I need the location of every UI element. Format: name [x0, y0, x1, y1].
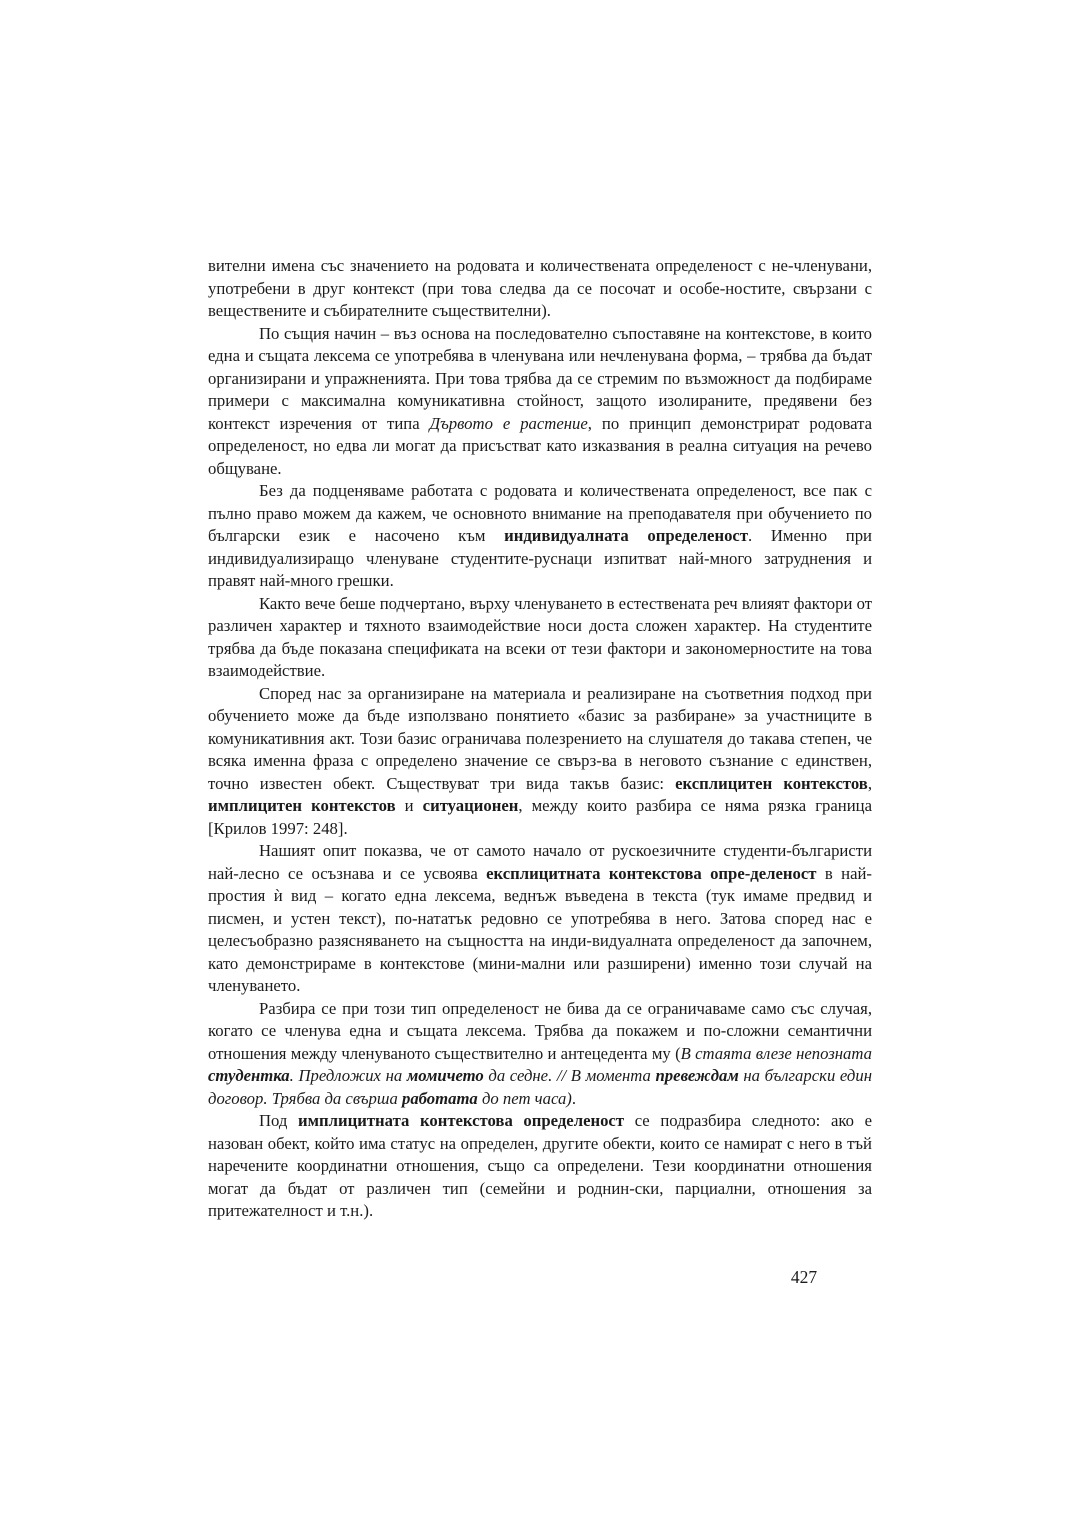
italic-example: до пет часа) — [477, 1088, 572, 1108]
bold-term: работата — [401, 1088, 478, 1108]
bold-term: индивидуалната определеност — [504, 526, 749, 545]
italic-example: Дървото е растение — [429, 413, 588, 433]
bold-term: имплицитната контекстова определеност — [298, 1111, 625, 1130]
page-number: 427 — [790, 1267, 818, 1287]
italic-example: В стаята влезе непозната — [680, 1043, 872, 1063]
bold-term: превеждам — [655, 1066, 739, 1085]
bold-term: експлицитен контекстов — [675, 773, 868, 793]
body-text — [208, 255, 872, 1223]
italic-example: да седне. // В момента — [483, 1066, 656, 1085]
italic-example: . Предложих на — [289, 1066, 407, 1085]
bold-term: имплицитен контекстов — [208, 796, 396, 815]
paragraph: Както вече беше подчертано, върху членуването в естествената реч влияят фактори от различен характер и тяхното взаимодействие носи доста сложен характер. На студентите трябва да бъде показана спецификата на всеки от тези фактори и закономерностите на това взаимодействие. — [208, 593, 872, 680]
paragraph: вителни имена със значението на родовата и количествената определеност с не-членувани, употребени в друг контекст (при това следва да се посочат и особе-ностите, свързани с веществените и събирателните съществителни). — [208, 256, 872, 320]
bold-term: ситуационен — [422, 796, 519, 815]
paragraph: Според нас за организиране на материала и реализиране на съответния подход при обучението може да бъде използвано понятието «базис за разбиране» за участниците в комуникативния акт. Този базис ограничава полезрението на слушателя до такава степен, че всяка именна фраза с определено значение се свърз-ва в неговото съзнание с единствен, точно известен обект. Съществуват три вида такъв базис: експлицитен контекстов, имплицитен контекстов и ситуационен, между които разбира се няма рязка граница [Крилов 1997: 248]. — [208, 683, 872, 838]
paragraph: Под имплицитната контекстова определеност се подразбира следното: ако е назован обект, който има статус на определен, другите обекти, които се намират с него в тъй наречените координатни отношения, също са определени. Тези координатни отношения могат да бъдат от различен тип (семейни и роднин-ски, парциални, отношения за притежателност и т.н.). — [208, 1111, 873, 1220]
paragraph: Разбира се при този тип определеност не бива да се ограничаваме само със случая, когато се членува една и същата лексема. Трябва да покажем и по-сложни семантични отношения между членуваното съществително и антецедента му (В стаята влезе непозната студентка. Предложих на момичето да седне. // В момента превеждам на български един договор. Трябва да свърша работата до пет часа). — [208, 998, 872, 1108]
paragraph: Без да подценяваме работата с родовата и количествената определеност, все пак с пълно право можем да кажем, че основното внимание на преподавателя при обучението по български език е насочено към индивидуалната определеност. Именно при индивидуализиращо членуване студентите-руснаци изпитват най-много затруднения и правят най-много грешки. — [208, 481, 872, 590]
paragraph: По същия начин – въз основа на последователно съпоставяне на контекстове, в които една и същата лексема се употребява в членувана или нечленувана форма, – трябва да бъдат организирани и упражненията. При това трябва да се стремим по възможност да подбираме примери с максимална комуникативна стойност, защото изолираните, предявени без контекст изречения от типа Дървото е растение, по принцип демонстрират родовата определеност, но едва ли могат да присъстват като изказвания в реална ситуация на речево общуване. — [208, 323, 872, 478]
bold-term: експлицитната контекстова опре-деленост — [486, 863, 817, 883]
bold-term: студентка — [208, 1066, 290, 1085]
italic-example: на български един договор. Трябва да свърша — [208, 1066, 872, 1108]
bold-term: момичето — [406, 1066, 484, 1085]
paragraph: Нашият опит показва, че от самото начало от рускоезичните студенти-българисти най-лесно се осъзнава и се усвоява експлицитната контекстова опре-деленост в най-простия ѝ вид – когато една лексема, веднъж въведена в текста (тук имаме предвид и писмен, и устен текст), по-нататък редовно се употребява в него. Затова според нас е целесъобразно разясняването на същността на инди-видуалната определеност да започнем, като демонстрираме в контекстове (мини-мални или разширени) именно този случай на членуването. — [208, 841, 872, 995]
